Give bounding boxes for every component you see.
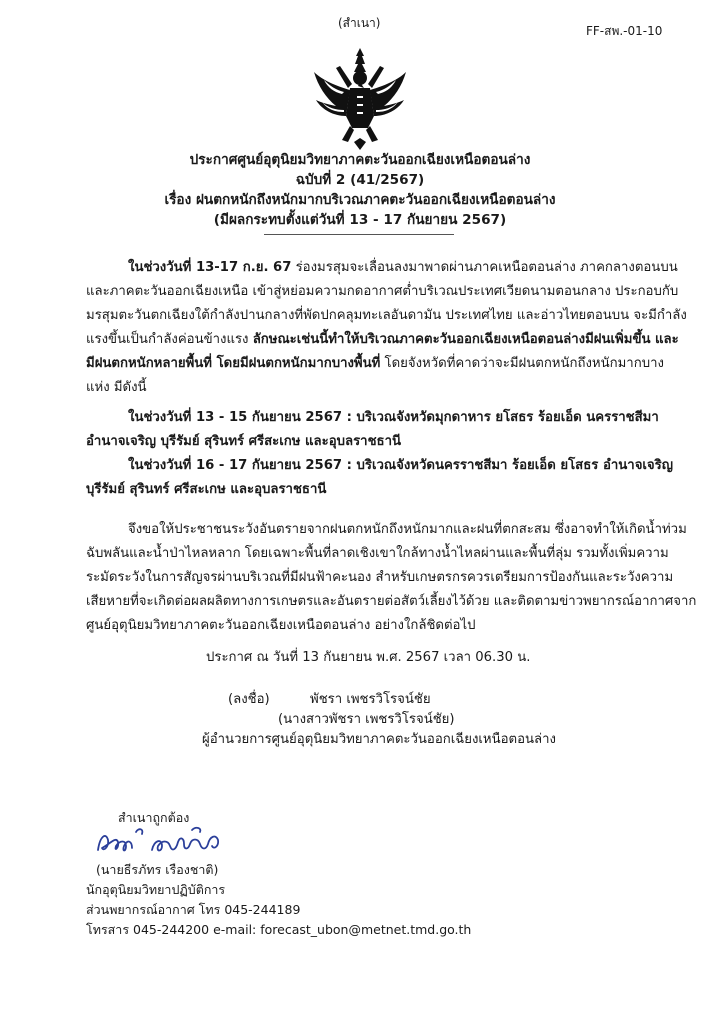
department-phone: ส่วนพยากรณ์อากาศ โทร 045-244189 [86, 902, 301, 917]
para2-line2: ฉับพลันและน้ำป่าไหลหลาก โดยเฉพาะพื้นที่ลาดเชิงเขาใกล้ทางน้ำไหลผ่านและพื้นที่ลุ่ม รวมทั้งเพิ่มความ [86, 546, 669, 561]
para2-line1: จึงขอให้ประชาชนระวังอันตรายจากฝนตกหนักถึงหนักมากและฝนที่ตกสะสม ซึ่งอาจทำให้เกิดน้ำท่วม [128, 522, 687, 537]
announcement-subject: เรื่อง ฝนตกหนักถึงหนักมากบริเวณภาคตะวันออกเฉียงเหนือตอนล่าง [164, 192, 556, 208]
para2-line3: ระมัดระวังในการสัญจรผ่านบริเวณที่มีฝนฟ้าคะนอง สำหรับเกษตรกรควรเตรียมการป้องกันและระวังความ [86, 570, 674, 585]
para1-line1: ในช่วงวันที่ 13-17 ก.ย. 67 ร่องมรสุมจะเลื่อนลงมาพาดผ่านภาคเหนือตอนล่าง ภาคกลางตอนบน [128, 260, 678, 275]
certified-copy-label: สำเนาถูกต้อง [118, 810, 190, 825]
signer-position: ผู้อำนวยการศูนย์อุตุนิยมวิทยาภาคตะวันออกเฉียงเหนือตอนล่าง [202, 732, 556, 747]
certifier-position: นักอุตุนิยมวิทยาปฏิบัติการ [86, 882, 226, 897]
announcement-date: ประกาศ ณ วันที่ 13 กันยายน พ.ศ. 2567 เวลา 06.30 น. [206, 650, 531, 665]
para1-line6: แห่ง มีดังนี้ [86, 380, 147, 395]
period1-line2: อำนาจเจริญ บุรีรัมย์ สุรินทร์ ศรีสะเกษ และอุบลราชธานี [86, 434, 401, 449]
para1-line4: แรงขึ้นเป็นกำลังค่อนข้างแรง ลักษณะเช่นนี้ทำให้บริเวณภาคตะวันออกเฉียงเหนือตอนล่างมีฝนเพิ่มขึ้น และ [86, 332, 679, 347]
handwritten-signature [92, 822, 232, 862]
para1-line3: มรสุมตะวันตกเฉียงใต้กำลังปานกลางที่พัดปกคลุมทะเลอันดามัน ประเทศไทย และอ่าวไทยตอนบน จะมีกำลัง [86, 308, 687, 323]
para1-line5: มีฝนตกหนักหลายพื้นที่ โดยมีฝนตกหนักมากบางพื้นที่ โดยจังหวัดที่คาดว่าจะมีฝนตกหนักถึงหนักมากบาง [86, 356, 664, 371]
document-code: FF-สพ.-01-10 [586, 24, 663, 38]
fax-email: โทรสาร 045-244200 e-mail: forecast_ubon@metnet.tmd.go.th [86, 922, 472, 937]
copy-mark: (สำเนา) [338, 16, 381, 30]
signer-full-name: (นางสาวพัชรา เพชรวิโรจน์ชัย) [278, 712, 455, 727]
para1-line2: และภาคตะวันออกเฉียงเหนือ เข้าสู่หย่อมความกดอากาศต่ำบริเวณประเทศเวียดนามตอนกลาง ประกอบกับ [86, 284, 679, 299]
para2-line4: เสียหายที่จะเกิดต่อผลผลิตทางการเกษตรและอันตรายต่อสัตว์เลี้ยงไว้ด้วย และติดตามข่าวพยากรณ์อากาศจาก [86, 594, 697, 609]
certifier-name: (นายธีรภัทร เรืองชาติ) [96, 862, 219, 877]
announcement-title: ประกาศศูนย์อุตุนิยมวิทยาภาคตะวันออกเฉียงเหนือตอนล่าง [189, 152, 531, 168]
garuda-emblem-icon [312, 46, 408, 150]
signed-label: (ลงชื่อ) [228, 692, 270, 707]
period2-line1: ในช่วงวันที่ 16 - 17 กันยายน 2567 : บริเวณจังหวัดนครราชสีมา ร้อยเอ็ด ยโสธร อำนาจเจริญ [128, 458, 673, 473]
para2-line5: ศูนย์อุตุนิยมวิทยาภาคตะวันออกเฉียงเหนือตอนล่าง อย่างใกล้ชิดต่อไป [86, 618, 476, 633]
title-divider [264, 234, 454, 235]
effective-period: (มีผลกระทบตั้งแต่วันที่ 13 - 17 กันยายน 2567) [213, 212, 507, 228]
announcement-number: ฉบับที่ 2 (41/2567) [295, 172, 425, 188]
period2-line2: บุรีรัมย์ สุรินทร์ ศรีสะเกษ และอุบลราชธานี [86, 482, 327, 497]
signed-name: พัชรา เพชรวิโรจน์ชัย [310, 692, 431, 707]
period1-line1: ในช่วงวันที่ 13 - 15 กันยายน 2567 : บริเวณจังหวัดมุกดาหาร ยโสธร ร้อยเอ็ด นครราชสีมา [128, 410, 659, 425]
